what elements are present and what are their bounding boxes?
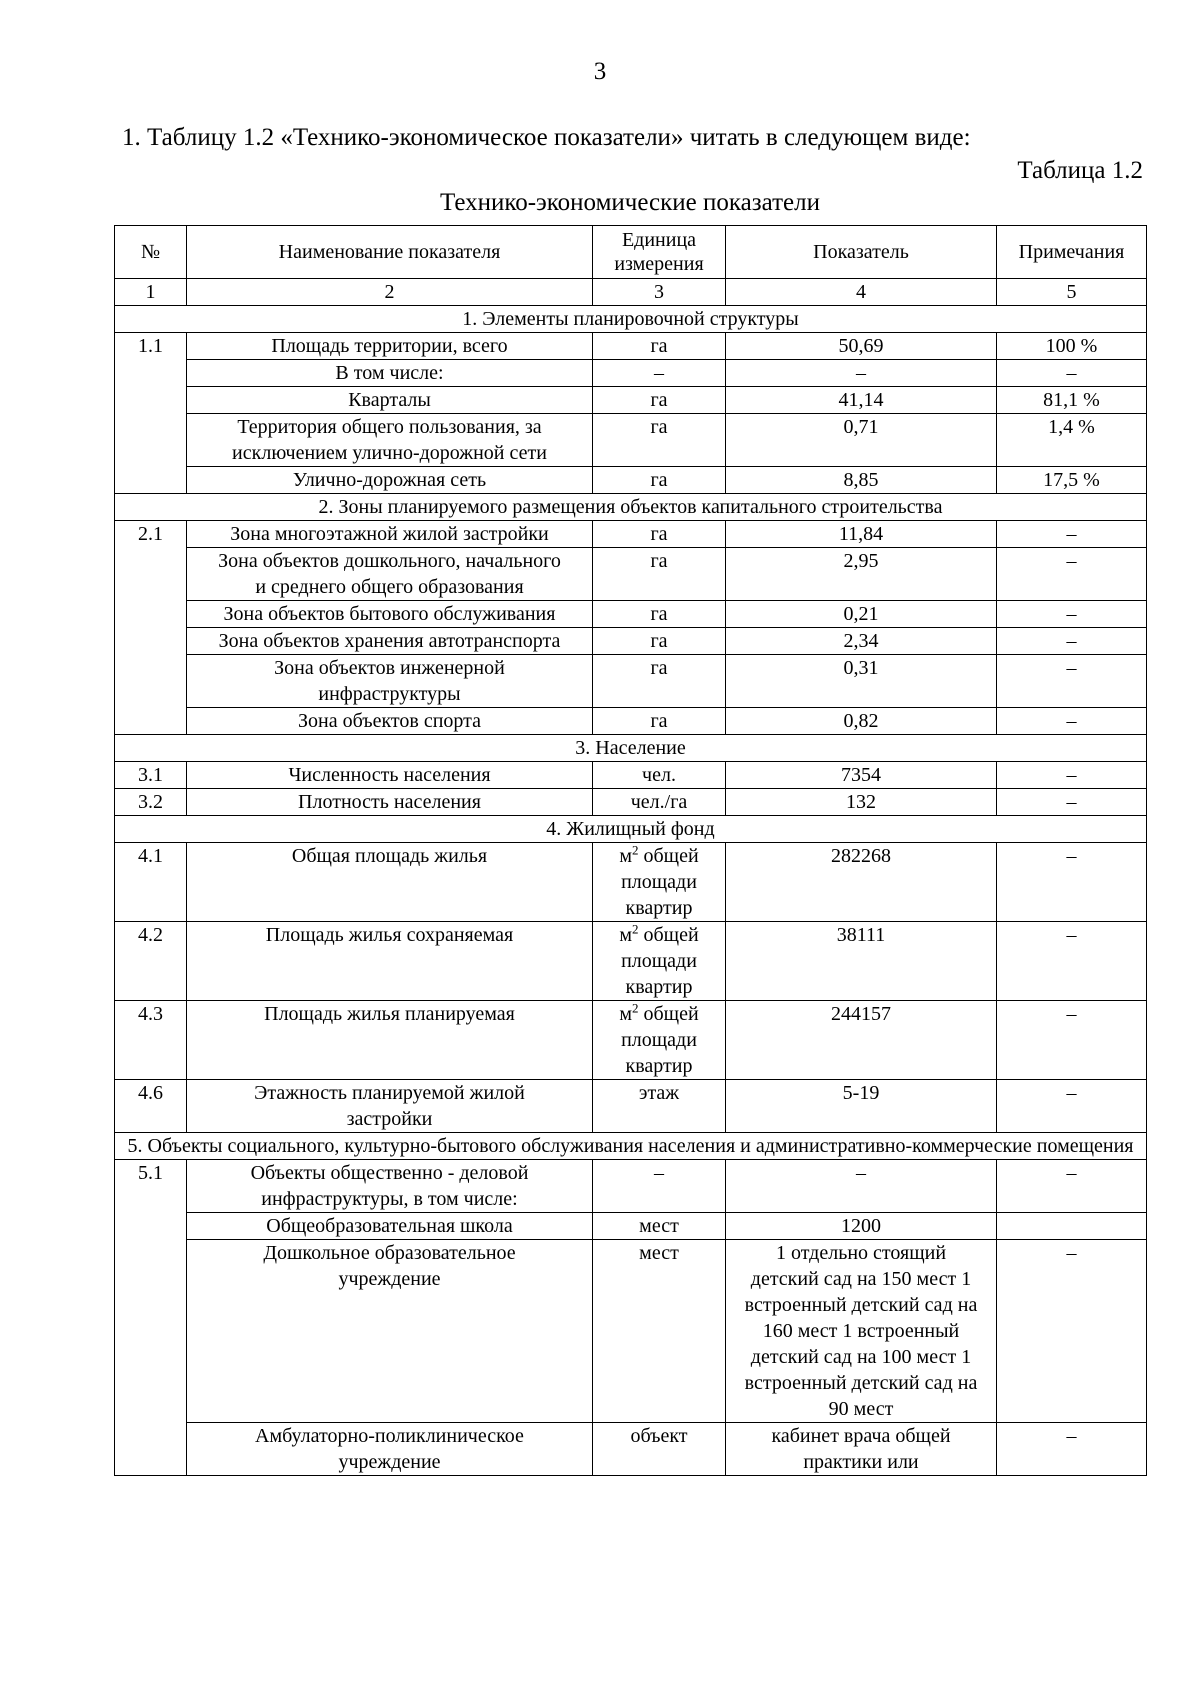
cell-value: 8,85 <box>726 467 997 494</box>
table-row <box>115 1160 1147 1213</box>
cell-unit: га <box>593 333 726 360</box>
section-row <box>115 816 1147 843</box>
cell-note <box>997 1213 1147 1240</box>
section-title: 1. Элементы планировочной структуры <box>115 306 1147 333</box>
cell-value: 282268 <box>726 843 997 922</box>
unit-text: общей площади квартир <box>621 1003 699 1077</box>
table-row <box>115 789 1147 816</box>
cell-value: – <box>726 360 997 387</box>
cell-value: 0,71 <box>726 414 997 467</box>
column-number-row <box>115 279 1147 306</box>
table-reference: Таблица 1.2 <box>1017 157 1143 184</box>
cell-unit: га <box>593 628 726 655</box>
cell-unit: этаж <box>593 1080 726 1133</box>
table-row <box>115 601 1147 628</box>
column-number: 2 <box>187 279 593 306</box>
cell-value: 5-19 <box>726 1080 997 1133</box>
cell-note: – <box>997 521 1147 548</box>
cell-unit: га <box>593 548 726 601</box>
cell-value: 0,31 <box>726 655 997 708</box>
cell-unit: мест <box>593 1240 726 1423</box>
section-title: 4. Жилищный фонд <box>115 816 1147 843</box>
cell-name: Зона объектов спорта <box>187 708 593 735</box>
table-row <box>115 843 1147 922</box>
table-header-row <box>115 226 1147 279</box>
cell-unit: – <box>593 360 726 387</box>
cell-value: 0,21 <box>726 601 997 628</box>
cell-note: – <box>997 1160 1147 1213</box>
cell-note: – <box>997 628 1147 655</box>
cell-unit <box>593 922 726 1001</box>
cell-name: Амбулаторно-поликлиническое учреждение <box>187 1423 593 1476</box>
table-row <box>115 922 1147 1001</box>
cell-note: – <box>997 548 1147 601</box>
cell-note: – <box>997 1240 1147 1423</box>
table-row <box>115 521 1147 548</box>
cell-unit: га <box>593 467 726 494</box>
indicators-table <box>114 225 1147 1476</box>
cell-name: Общая площадь жилья <box>187 843 593 922</box>
cell-num <box>115 1213 187 1240</box>
table-row <box>115 762 1147 789</box>
cell-value: 2,34 <box>726 628 997 655</box>
cell-note: – <box>997 1080 1147 1133</box>
table-row <box>115 414 1147 467</box>
cell-note: – <box>997 1423 1147 1476</box>
unit-m2: м <box>619 845 632 867</box>
cell-num <box>115 360 187 387</box>
cell-name: Дошкольное образовательное учреждение <box>187 1240 593 1423</box>
cell-num <box>115 387 187 414</box>
cell-note: – <box>997 922 1147 1001</box>
unit-m2-superscript: 2 <box>632 1000 639 1016</box>
cell-num: 3.2 <box>115 789 187 816</box>
cell-num <box>115 467 187 494</box>
cell-unit <box>593 1001 726 1080</box>
table-row <box>115 1080 1147 1133</box>
table-row <box>115 708 1147 735</box>
cell-unit: га <box>593 387 726 414</box>
cell-unit: чел./га <box>593 789 726 816</box>
cell-num: 4.2 <box>115 922 187 1001</box>
cell-num <box>115 655 187 708</box>
cell-num: 4.3 <box>115 1001 187 1080</box>
cell-unit: – <box>593 1160 726 1213</box>
column-number: 4 <box>726 279 997 306</box>
cell-name: В том числе: <box>187 360 593 387</box>
cell-name: Площадь жилья сохраняемая <box>187 922 593 1001</box>
column-number: 1 <box>115 279 187 306</box>
cell-note: 100 % <box>997 333 1147 360</box>
cell-name: Этажность планируемой жилой застройки <box>187 1080 593 1133</box>
cell-value: 2,95 <box>726 548 997 601</box>
cell-unit: га <box>593 655 726 708</box>
table-row <box>115 1423 1147 1476</box>
cell-num <box>115 628 187 655</box>
cell-note: – <box>997 1001 1147 1080</box>
cell-name: Улично-дорожная сеть <box>187 467 593 494</box>
cell-name: Зона объектов хранения автотранспорта <box>187 628 593 655</box>
header-unit: Единица измерения <box>593 226 726 279</box>
cell-value: кабинет врача общей практики или <box>726 1423 997 1476</box>
cell-unit: объект <box>593 1423 726 1476</box>
cell-unit: мест <box>593 1213 726 1240</box>
table-row <box>115 1213 1147 1240</box>
cell-num <box>115 708 187 735</box>
cell-num <box>115 601 187 628</box>
cell-num: 2.1 <box>115 521 187 548</box>
header-num: № <box>115 226 187 279</box>
unit-text: общей площади квартир <box>621 924 699 998</box>
cell-unit: га <box>593 708 726 735</box>
cell-name: Численность населения <box>187 762 593 789</box>
cell-name: Площадь территории, всего <box>187 333 593 360</box>
cell-name: Общеобразовательная школа <box>187 1213 593 1240</box>
page-number: 3 <box>593 58 607 85</box>
section-title: 5. Объекты социального, культурно-бытового обслуживания населения и административно-коммерческие помещения <box>115 1133 1147 1160</box>
cell-name: Плотность населения <box>187 789 593 816</box>
cell-note: – <box>997 601 1147 628</box>
cell-value: 1200 <box>726 1213 997 1240</box>
cell-num: 5.1 <box>115 1160 187 1213</box>
cell-note: – <box>997 762 1147 789</box>
cell-name: Зона объектов бытового обслуживания <box>187 601 593 628</box>
cell-name: Кварталы <box>187 387 593 414</box>
cell-unit: га <box>593 601 726 628</box>
cell-name: Зона объектов дошкольного, начального и среднего общего образования <box>187 548 593 601</box>
cell-name: Зона объектов инженерной инфраструктуры <box>187 655 593 708</box>
intro-text: 1. Таблицу 1.2 «Технико-экономическое показатели» читать в следующем виде: <box>122 124 971 151</box>
cell-note: – <box>997 708 1147 735</box>
cell-num: 3.1 <box>115 762 187 789</box>
section-row <box>115 1133 1147 1160</box>
cell-note: – <box>997 789 1147 816</box>
header-value: Показатель <box>726 226 997 279</box>
cell-num <box>115 1240 187 1423</box>
cell-value: – <box>726 1160 997 1213</box>
cell-note: 17,5 % <box>997 467 1147 494</box>
cell-unit: га <box>593 521 726 548</box>
table-row <box>115 548 1147 601</box>
cell-name: Зона многоэтажной жилой застройки <box>187 521 593 548</box>
cell-value: 132 <box>726 789 997 816</box>
cell-note: 81,1 % <box>997 387 1147 414</box>
table-row <box>115 1240 1147 1423</box>
cell-value: 7354 <box>726 762 997 789</box>
section-title: 3. Население <box>115 735 1147 762</box>
table-row <box>115 467 1147 494</box>
cell-note: 1,4 % <box>997 414 1147 467</box>
header-name: Наименование показателя <box>187 226 593 279</box>
table-title: Технико-экономические показатели <box>440 189 820 216</box>
cell-num <box>115 548 187 601</box>
cell-value: 1 отдельно стоящий детский сад на 150 мест 1 встроенный детский сад на 160 мест 1 встроенный детский сад на 100 мест 1 встроенный детский сад на 90 мест <box>726 1240 997 1423</box>
section-row <box>115 494 1147 521</box>
table-row <box>115 333 1147 360</box>
table-row <box>115 360 1147 387</box>
cell-note: – <box>997 360 1147 387</box>
unit-m2-superscript: 2 <box>632 842 639 858</box>
section-row <box>115 306 1147 333</box>
unit-m2: м <box>619 1003 632 1025</box>
cell-value: 41,14 <box>726 387 997 414</box>
cell-value: 38111 <box>726 922 997 1001</box>
cell-unit: чел. <box>593 762 726 789</box>
column-number: 5 <box>997 279 1147 306</box>
cell-num <box>115 414 187 467</box>
cell-note: – <box>997 843 1147 922</box>
cell-unit <box>593 843 726 922</box>
cell-note: – <box>997 655 1147 708</box>
cell-value: 244157 <box>726 1001 997 1080</box>
cell-num: 4.1 <box>115 843 187 922</box>
cell-num: 4.6 <box>115 1080 187 1133</box>
table-row <box>115 1001 1147 1080</box>
cell-name: Территория общего пользования, за исключением улично-дорожной сети <box>187 414 593 467</box>
unit-m2: м <box>619 924 632 946</box>
cell-value: 11,84 <box>726 521 997 548</box>
unit-text: общей площади квартир <box>621 845 699 919</box>
cell-value: 50,69 <box>726 333 997 360</box>
cell-unit: га <box>593 414 726 467</box>
cell-num: 1.1 <box>115 333 187 360</box>
cell-name: Площадь жилья планируемая <box>187 1001 593 1080</box>
unit-m2-superscript: 2 <box>632 921 639 937</box>
column-number: 3 <box>593 279 726 306</box>
table-row <box>115 655 1147 708</box>
cell-name: Объекты общественно - деловой инфраструктуры, в том числе: <box>187 1160 593 1213</box>
table-row <box>115 387 1147 414</box>
section-title: 2. Зоны планируемого размещения объектов капитального строительства <box>115 494 1147 521</box>
cell-value: 0,82 <box>726 708 997 735</box>
table-row <box>115 628 1147 655</box>
section-row <box>115 735 1147 762</box>
cell-num <box>115 1423 187 1476</box>
header-note: Примечания <box>997 226 1147 279</box>
